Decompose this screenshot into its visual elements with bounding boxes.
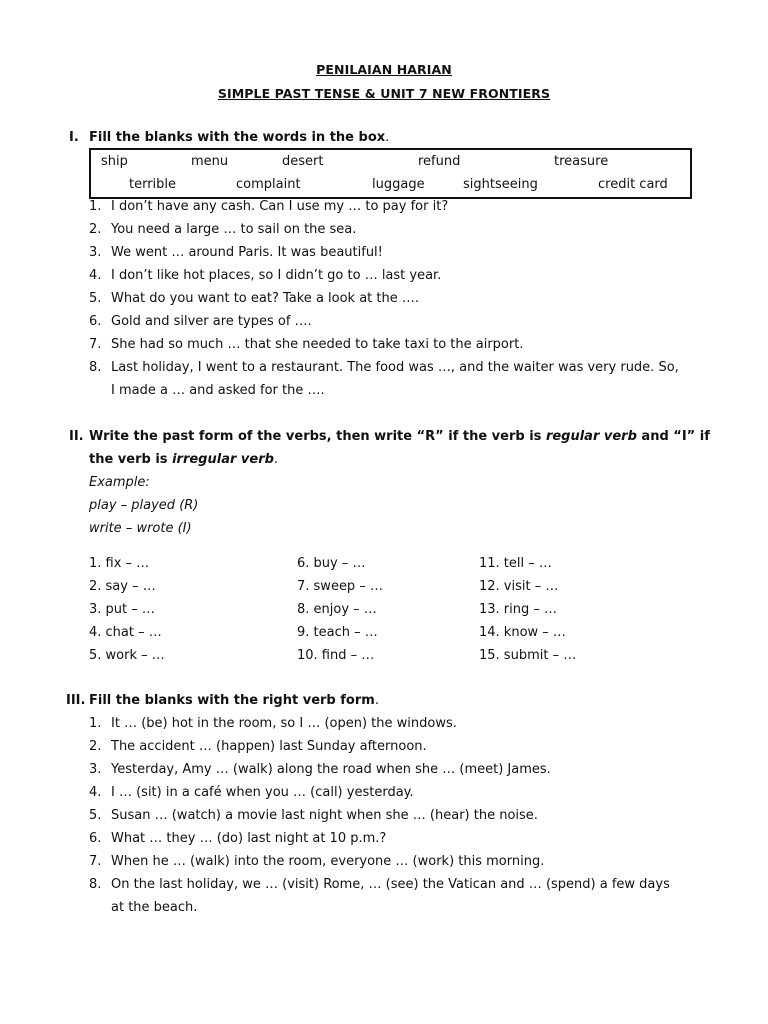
verb-item: 5. work – … (89, 648, 165, 663)
example-label: Example: (89, 475, 150, 490)
verb-item: 4. chat – … (89, 625, 162, 640)
word-box-word: desert (282, 154, 324, 169)
word-box-word: luggage (372, 177, 425, 192)
verb-item: 2. say – … (89, 579, 156, 594)
section1-instruction: Fill the blanks with the words in the box. (89, 130, 390, 145)
page-title: PENILAIAN HARIAN (316, 62, 452, 77)
verb-item: 11. tell – … (479, 556, 552, 571)
word-box-word: terrible (129, 177, 177, 192)
word-box-word: treasure (554, 154, 609, 169)
verb-item: 14. know – … (479, 625, 566, 640)
verb-item: 9. teach – … (297, 625, 378, 640)
word-box-word: menu (191, 154, 229, 169)
section2-instruction-line1: Write the past form of the verbs, then write “R” if the verb is regular verb and “I” if (89, 429, 710, 444)
page-subtitle: SIMPLE PAST TENSE & UNIT 7 NEW FRONTIERS (217, 86, 551, 101)
word-box-word: ship (101, 154, 128, 169)
example-line: write – wrote (I) (89, 521, 192, 536)
section1-number: I. (69, 130, 79, 145)
word-box-word: sightseeing (463, 177, 538, 192)
verb-item: 10. find – … (297, 648, 375, 663)
verb-item: 12. visit – … (479, 579, 559, 594)
example-line: play – played (R) (89, 498, 199, 513)
verb-item: 15. submit – … (479, 648, 577, 663)
verb-item: 8. enjoy – … (297, 602, 377, 617)
worksheet-page: PENILAIAN HARIAN SIMPLE PAST TENSE & UNIT 7 NEW FRONTIERS I. Fill the blanks with the words in the box. ship menu desert refund treasure terrible complaint luggage sightseeing credit card 1. I don’t have any cash. Can I use my … to pay for it? 2. You need a large … to sail on the sea. 3. We went … around Paris. It was beautiful! 4. I don’t like hot places, so I didn’t go to … last year. 5. What do you want to eat? Take a look at the …. 6. Gold and silver are types of …. 7. She had so much … that she needed to take taxi to the airport. 8. Last holiday, I went to a restaurant. The food was …, and the waiter was very rude. So, I made a … and asked for the …. II. Write the past form of the verbs, then write “R” if the verb is regular verb and “I” if the verb is irregular verb. Example: play – played (R) write – wrote (I) 1. fix – … 2. say – … 3. put – … 4. chat – … 5. work – … 6. buy – … 7. sweep – … 8. enjoy – … 9. teach – … 10. find – … 11. tell – … 12. visit – … 13. ring – … 14. know – … 15. submit – … III. Fill the blanks with the right verb form. 1. It … (be) hot in the room, so I … (open) the windows. 2. The accident … (happen) last Sunday afternoon. 3. Yesterday, Amy … (walk) along the road when she … (meet) James. 4. I … (sit) in a café when you … (call) yesterday. 5. Susan … (watch) a movie last night when she … (hear) the noise. 6. What … they … (do) last night at 10 p.m.? 7. When he … (walk) into the room, everyone … (work) this morning. 8. On the last holiday, we … (visit) Rome, … (see) the Vatican and … (spend) a few days at the beach. (0, 0, 768, 1024)
section3-number: III. (66, 693, 86, 708)
word-box-word: refund (418, 154, 461, 169)
word-box (89, 148, 692, 199)
verb-item: 13. ring – … (479, 602, 558, 617)
word-box-word: complaint (236, 177, 301, 192)
section2-instruction-line2: the verb is irregular verb. (89, 452, 279, 467)
verb-item: 3. put – … (89, 602, 155, 617)
word-box-word: credit card (598, 177, 668, 192)
section2-number: II. (69, 429, 84, 444)
section3-instruction: Fill the blanks with the right verb form. (89, 693, 379, 708)
verb-item: 7. sweep – … (297, 579, 383, 594)
verb-item: 6. buy – … (297, 556, 366, 571)
verb-item: 1. fix – … (89, 556, 150, 571)
